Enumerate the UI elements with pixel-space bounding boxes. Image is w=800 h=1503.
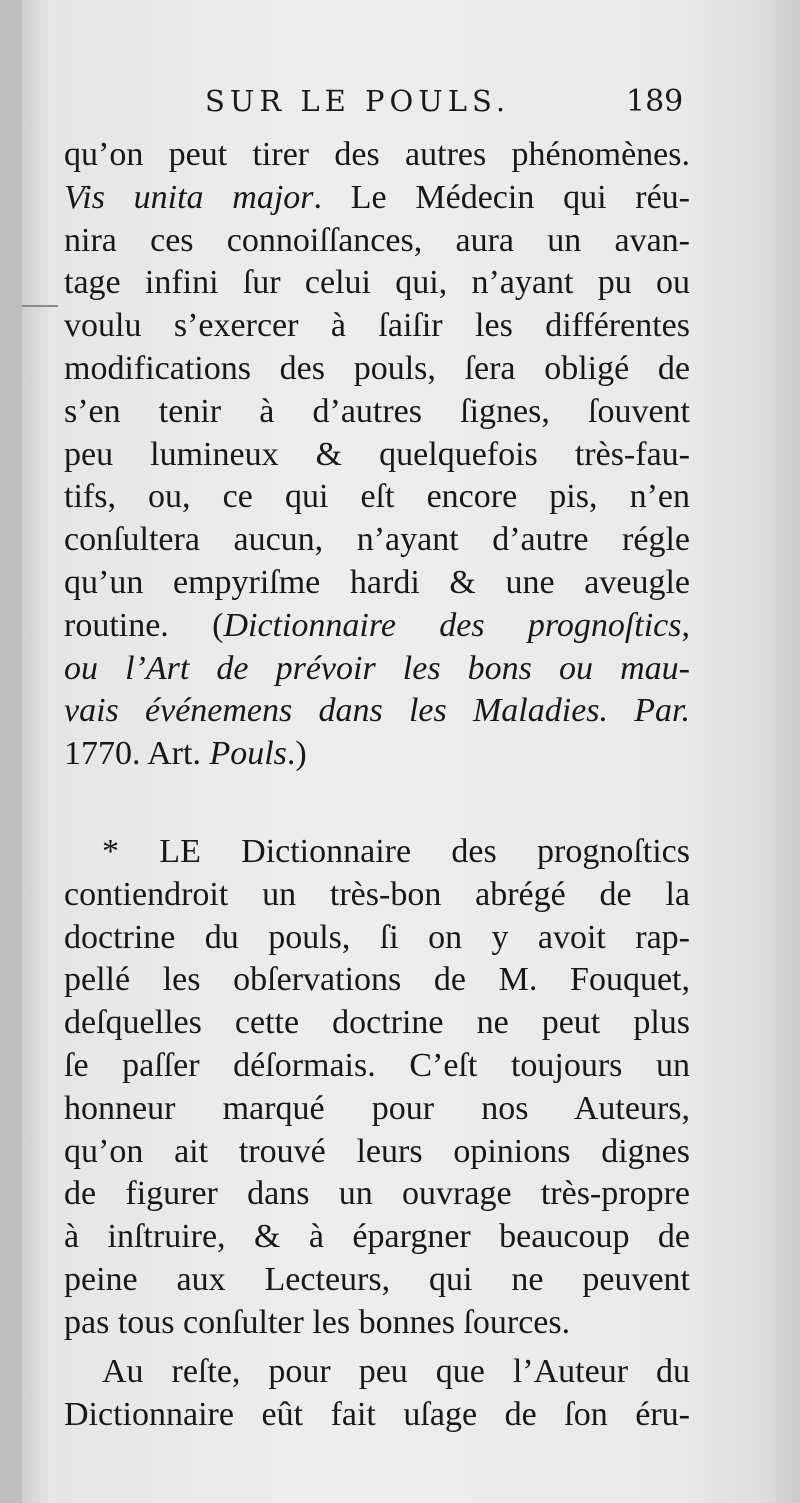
text-line: pellé les obſervations de M. Fouquet,	[64, 961, 690, 999]
text-line: deſquelles cette doctrine ne peut plus	[64, 1004, 690, 1042]
text-line: Dictionnaire eût fait uſage de ſon éru-	[64, 1395, 690, 1433]
running-head-title: SUR LE POULS.	[205, 84, 511, 118]
text-line: pas tous conſulter les bonnes ſources.	[64, 1303, 571, 1341]
running-head	[0, 84, 800, 124]
text-line: 1770. Art. Pouls.)	[64, 735, 307, 773]
text-line: contiendroit un très-bon abrégé de la	[64, 875, 690, 913]
text-line: peu lumineux & quelquefois très-fau-	[64, 435, 690, 473]
text-line: ou l’Art de prévoir les bons ou mau-	[64, 649, 690, 687]
paragraph-start	[64, 1351, 690, 1437]
text-line: nira ces connoiſſances, aura un avan-	[64, 221, 690, 259]
text-line: Vis unita major. Le Médecin qui réu-	[64, 178, 690, 216]
text-line: peine aux Lecteurs, qui ne peuvent	[64, 1260, 690, 1298]
text-line: qu’on peut tirer des autres phénomènes.	[64, 136, 690, 173]
text-line: doctrine du pouls, ſi on y avoit rap-	[64, 918, 690, 956]
text-line: à inſtruire, & à épargner beaucoup de	[64, 1218, 690, 1256]
paragraph-continuation	[64, 134, 690, 776]
text-line: Au reſte, pour peu que l’Auteur du	[102, 1353, 690, 1390]
text-line: qu’un empyriſme hardi & une aveugle	[64, 563, 690, 601]
page-edge-mark	[22, 305, 58, 307]
text-line: ſe paſſer déſormais. C’eſt toujours un	[64, 1046, 690, 1084]
text-line: tage infini ſur celui qui, n’ayant pu ou	[64, 264, 690, 302]
text-line: tifs, ou, ce qui eſt encore pis, n’en	[64, 478, 690, 516]
text-line: modifications des pouls, ſera obligé de	[64, 349, 690, 387]
text-line: s’en tenir à d’autres ſignes, ſouvent	[64, 392, 690, 430]
text-line: * LE Dictionnaire des prognoſtics	[102, 833, 690, 870]
text-line: voulu s’exercer à ſaiſir les différentes	[64, 307, 690, 345]
text-line: honneur marqué pour nos Auteurs,	[64, 1089, 690, 1127]
footnote-paragraph	[64, 831, 690, 1345]
text-line: conſultera aucun, n’ayant d’autre régle	[64, 521, 690, 559]
text-line: vais événemens dans les Maladies. Par.	[64, 692, 690, 730]
page-number: 189	[626, 84, 684, 119]
text-line: de figurer dans un ouvrage très-propre	[64, 1175, 690, 1213]
text-line: qu’on ait trouvé leurs opinions dignes	[64, 1132, 690, 1170]
text-line: routine. (Dictionnaire des prognoſtics,	[64, 606, 690, 644]
